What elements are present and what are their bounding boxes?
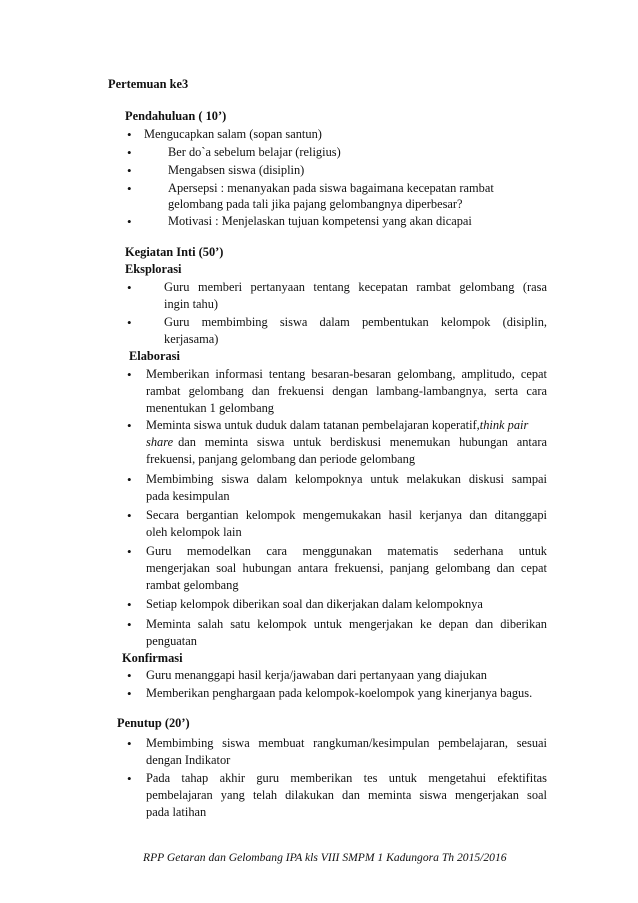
bullet-icon: • [127,668,132,683]
bullet-icon: • [127,418,132,433]
list-item: Memberikan penghargaan pada kelompok-koelompok yang kinerjanya bagus. [146,686,533,700]
list-item: Ber do`a sebelum belajar (religius) [168,145,341,159]
bullet-icon: • [127,145,132,160]
list-item-continuation: menentukan 1 gelombang [146,401,275,415]
list-item: Guru memodelkan cara menggunakan matematis sederhana untuk [146,544,547,558]
list-item: Mengabsen siswa (disiplin) [168,163,305,177]
list-item-continuation: penguatan [146,634,197,648]
list-item: Memberikan informasi tentang besaran-besaran gelombang, amplitudo, cepat [146,367,547,381]
bullet-icon: • [127,315,132,330]
bullet-icon: • [127,181,132,196]
list-item-continuation: gelombang pada tali jika pajang gelombangnya diperbesar? [168,197,463,211]
bullet-icon: • [127,736,132,751]
bullet-icon: • [127,508,132,523]
penutup-heading: Penutup (20’) [117,716,190,730]
bullet-icon: • [127,544,132,559]
list-item: Setiap kelompok diberikan soal dan dikerjakan dalam kelompoknya [146,597,483,611]
elaborasi-heading: Elaborasi [129,349,180,363]
bullet-icon: • [127,771,132,786]
list-item-continuation: mengerjakan soal hubungan antara frekuensi, panjang gelombang dan cepat [146,561,547,575]
list-item: Guru menanggapi hasil kerja/jawaban dari pertanyaan yang diajukan [146,668,487,682]
list-item: Mengucapkan salam (sopan santun) [144,127,322,141]
bullet-icon: • [127,597,132,612]
list-item-continuation [146,435,547,450]
list-item-italic: share [146,435,174,449]
bullet-icon: • [127,472,132,487]
page-title: Pertemuan ke3 [108,77,189,91]
list-item: Meminta salah satu kelompok untuk mengerjakan ke depan dan diberikan [146,617,547,631]
list-item-continuation: pada latihan [146,805,207,819]
list-item: Pada tahap akhir guru memberikan tes untuk mengetahui efektifitas [146,771,547,785]
page-footer: RPP Getaran dan Gelombang IPA kls VIII SMPM 1 Kadungora Th 2015/2016 [143,851,507,864]
list-item-continuation: kerjasama) [164,332,219,346]
list-item: Apersepsi : menanyakan pada siswa bagaimana kecepatan rambat [168,181,494,195]
list-item: Guru membimbing siswa dalam pembentukan kelompok (disiplin, [164,315,547,329]
list-item: Motivasi : Menjelaskan tujuan kompetensi yang akan dicapai [168,214,472,228]
konfirmasi-heading: Konfirmasi [122,651,183,665]
list-item: Membimbing siswa membuat rangkuman/kesimpulan pembelajaran, sesuai [146,736,547,750]
list-item: Secara bergantian kelompok mengemukakan hasil kerjanya dan ditanggapi [146,508,547,522]
list-item [146,418,528,433]
bullet-icon: • [127,617,132,632]
list-item: Membimbing siswa dalam kelompoknya untuk melakukan diskusi sampai [146,472,547,486]
list-item-italic: think pair [479,418,529,432]
list-item-continuation: frekuensi, panjang gelombang dan periode gelombang [146,452,416,466]
list-item-continuation: pada kesimpulan [146,489,230,503]
bullet-icon: • [127,127,132,142]
list-item-continuation: rambat gelombang dan frekuensi dengan lambang-lambangnya, serta cara [146,384,547,398]
list-item-continuation: pembelajaran yang telah dilakukan dan meminta siswa mengerjakan soal [146,788,547,802]
list-item-continuation: dengan Indikator [146,753,231,767]
list-item-text: Meminta siswa untuk duduk dalam tatanan pembelajaran koperatif, [146,418,480,432]
bullet-icon: • [127,280,132,295]
list-item-continuation: oleh kelompok lain [146,525,242,539]
bullet-icon: • [127,686,132,701]
eksplorasi-heading: Eksplorasi [125,262,182,276]
bullet-icon: • [127,367,132,382]
list-item-continuation: ingin tahu) [164,297,219,311]
pendahuluan-heading: Pendahuluan ( 10’) [125,109,227,123]
bullet-icon: • [127,163,132,178]
list-item: Guru memberi pertanyaan tentang kecepatan rambat gelombang (rasa [164,280,547,294]
inti-heading: Kegiatan Inti (50’) [125,245,224,259]
list-item-text: dan meminta siswa untuk berdiskusi menemukan hubungan antara [178,435,547,449]
list-item-continuation: rambat gelombang [146,578,239,592]
bullet-icon: • [127,214,132,229]
